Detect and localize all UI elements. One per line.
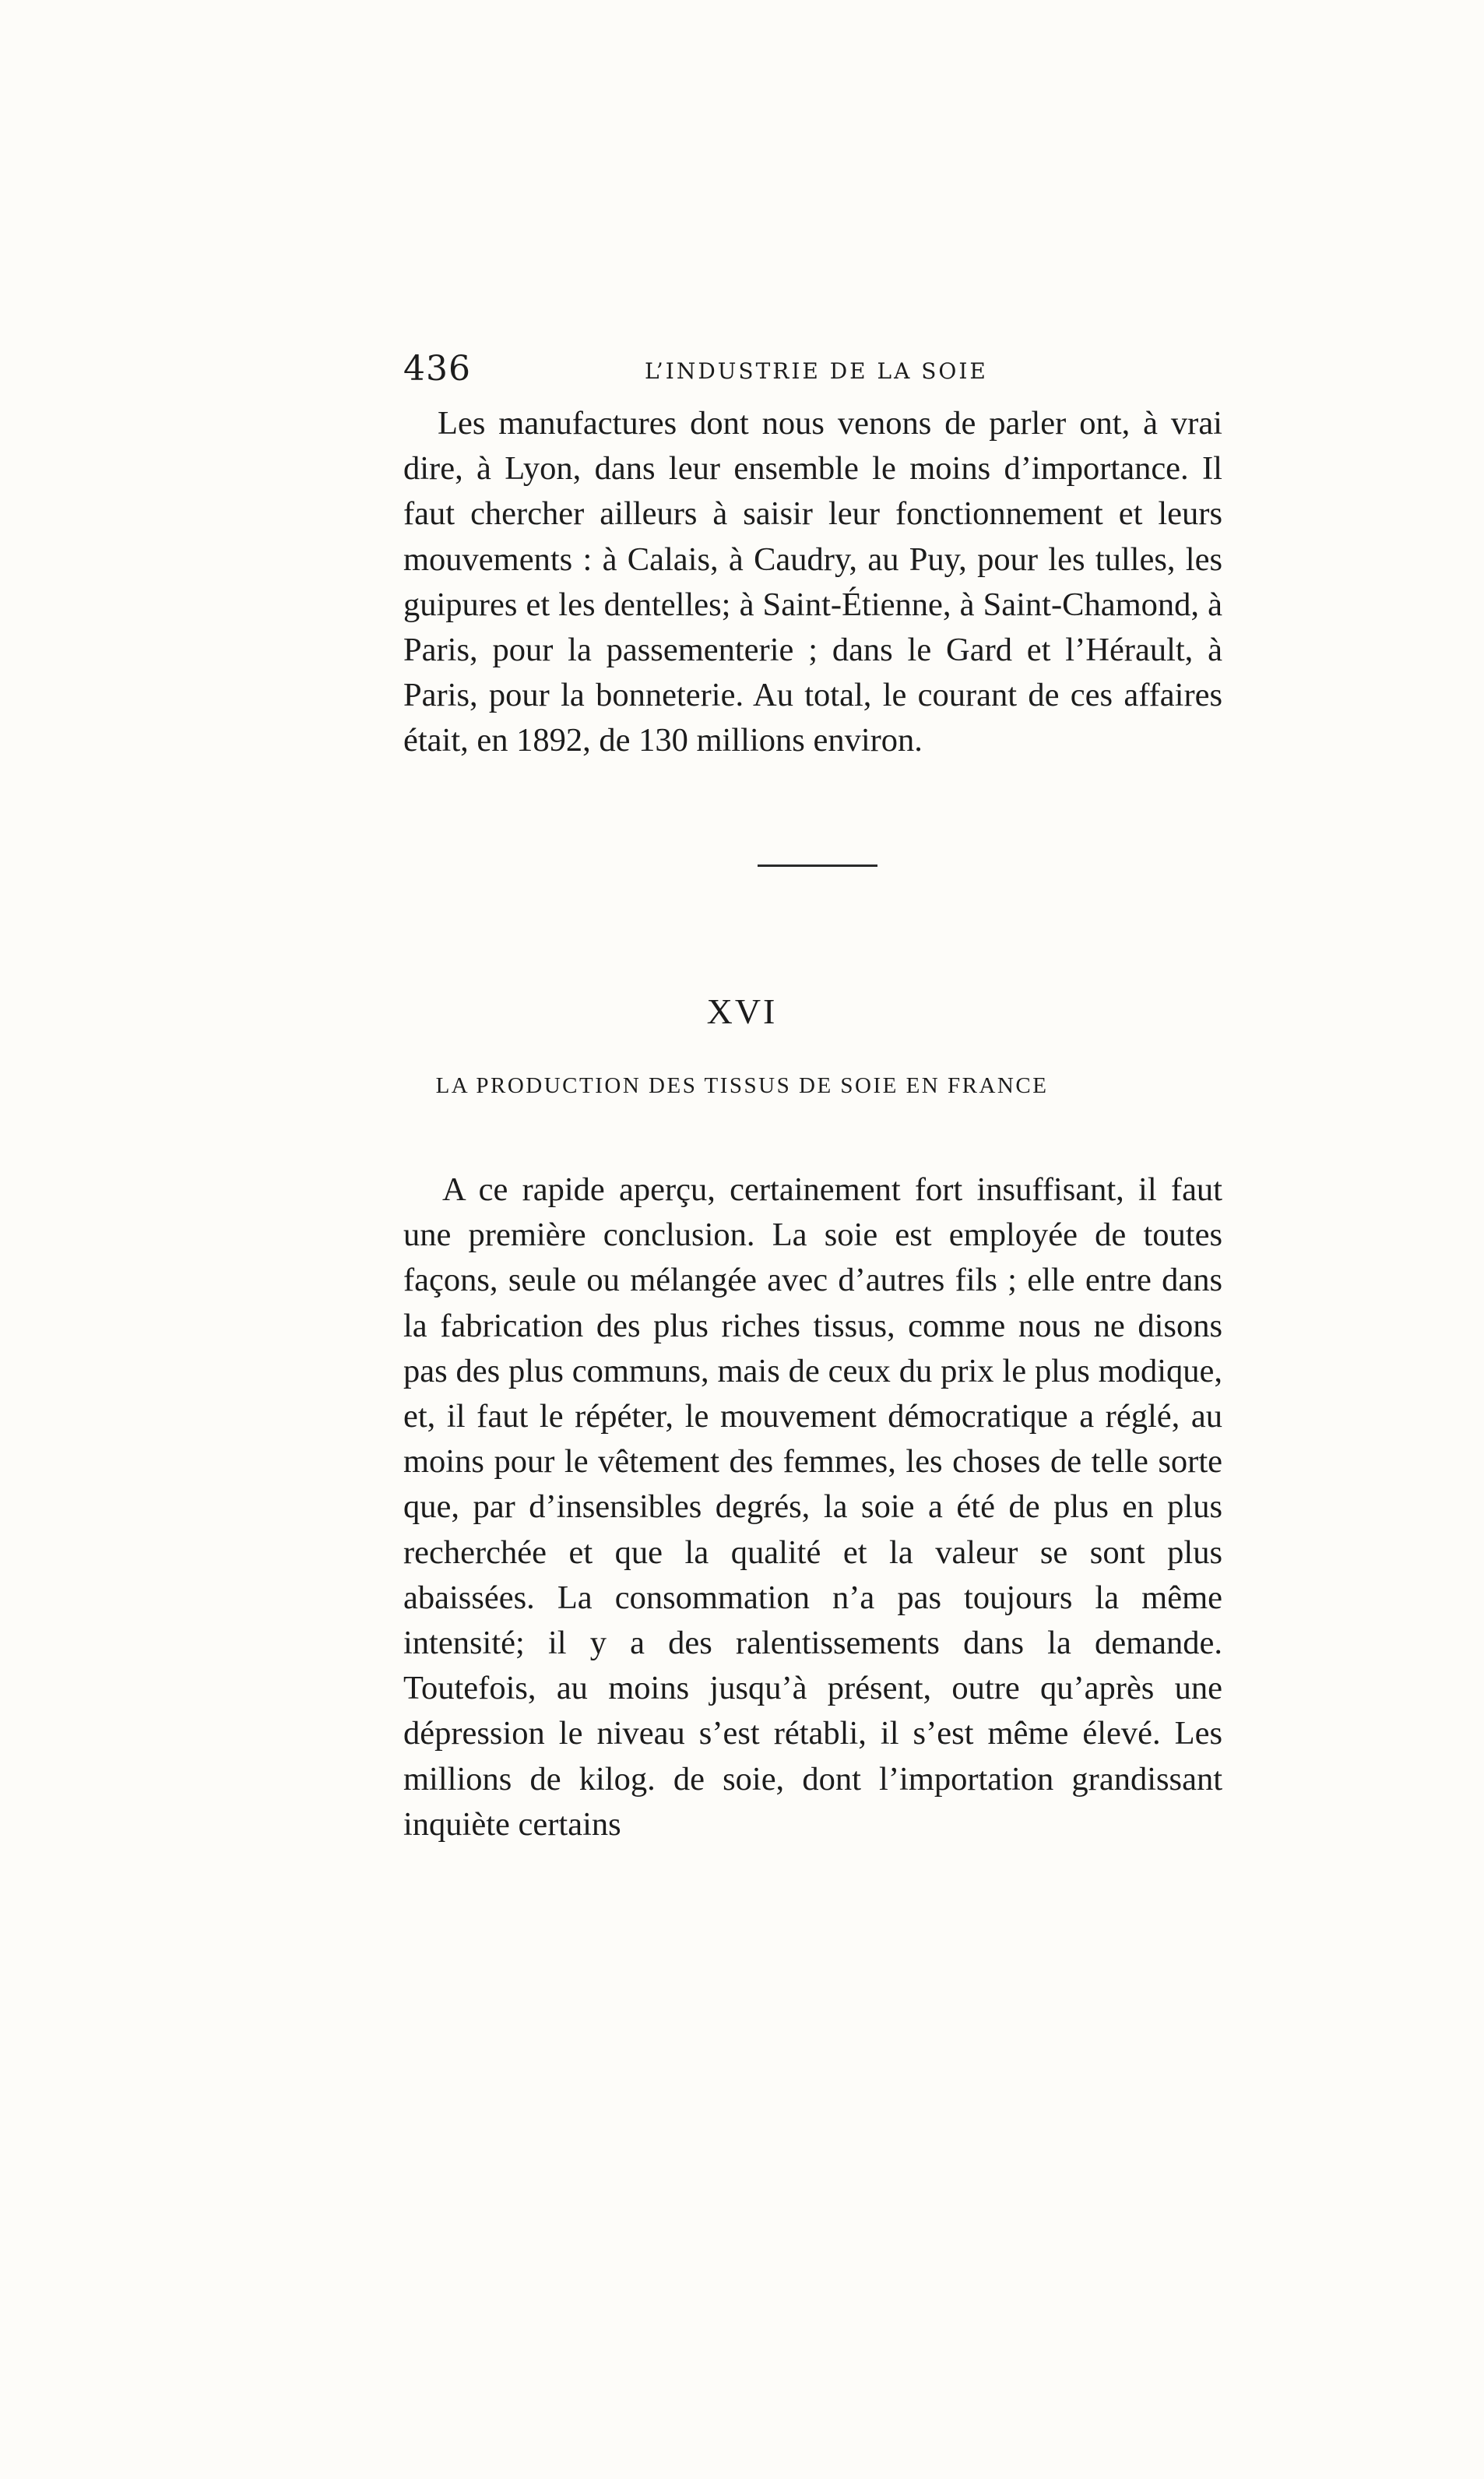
running-head-title: L’INDUSTRIE DE LA SOIE: [645, 358, 988, 384]
section-divider: [758, 864, 877, 867]
paragraph-manufactures: Les manufactures dont nous venons de parler ont, à vrai dire, à Lyon, dans leur ensemble le moins d’importance. Il faut chercher ailleurs à saisir leur fonctionnement et leurs mouvements : à Calais, à Caudry, au Puy, pour les tulles, les guipures et les dentelles; à Saint-Étienne, à Saint-Chamond, à Paris, pour la passementerie ; dans le Gard et l’Hérault, à Paris, pour la bonneterie. Au total, le courant de ces affaires était, en 1892, de 130 millions environ.: [403, 405, 1222, 759]
chapter-title: LA PRODUCTION DES TISSUS DE SOIE EN FRANCE: [435, 1073, 1049, 1098]
page-number: 436: [403, 349, 471, 389]
chapter-number: XVI: [706, 991, 778, 1031]
paragraph-conclusion: A ce rapide aperçu, certainement fort insuffisant, il faut une première conclusion. La soie est employée de toutes façons, seule ou mélangée avec d’autres fils ; elle entre dans la fabrication des plus riches tissus, comme nous ne disons pas des plus communs, mais de ceux du prix le plus modique, et, il faut le répéter, le mouvement démocratique a réglé, au moins pour le vêtement des femmes, les choses de telle sorte que, par d’insensibles degrés, la soie a été de plus en plus recherchée et que la qualité et la valeur se sont plus abaissées. La consommation n’a pas toujours la même intensité; il y a des ralentissements dans la demande. Toutefois, au moins jusqu’à présent, outre qu’après une dépression le niveau s’est rétabli, il s’est même élevé. Les millions de kilog. de soie, dont l’importation grandissant inquiète certains: [403, 1171, 1222, 1843]
running-head: [403, 349, 1222, 396]
